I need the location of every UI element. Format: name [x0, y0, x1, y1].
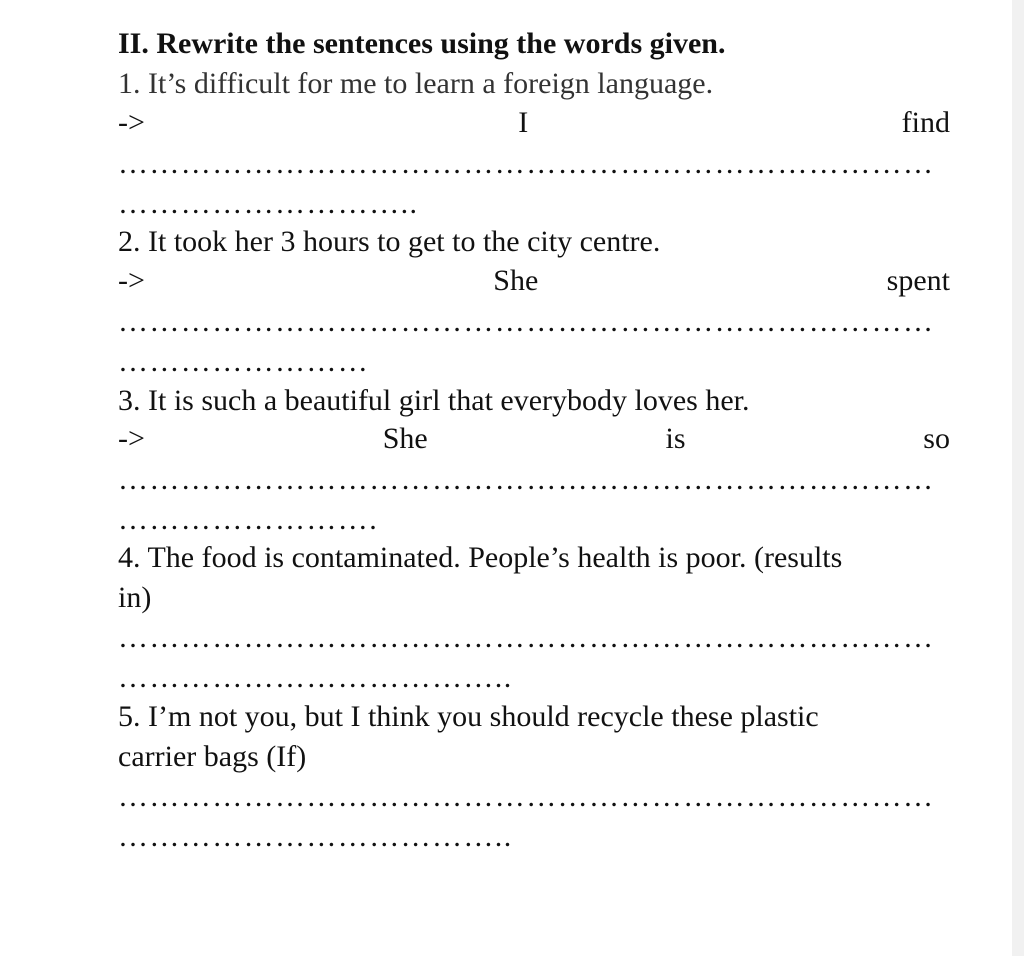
prompt-word: is	[665, 422, 686, 455]
prompt-word: so	[923, 422, 950, 455]
question-1-sentence: 1. It’s difficult for me to learn a foreign language.	[118, 67, 714, 100]
answer-line: ……………………………………………………………………	[118, 147, 935, 180]
prompt-word: She	[382, 422, 428, 455]
question-1-prompt	[118, 105, 950, 141]
prompt-word: find	[901, 106, 950, 139]
prompt-word: She	[493, 264, 539, 297]
answer-line: ……………………………………………………………………	[118, 780, 935, 813]
answer-line: ………………………………..	[118, 820, 513, 853]
question-2-sentence: 2. It took her 3 hours to get to the city centre.	[118, 225, 661, 258]
question-4-sentence-line-2: in)	[118, 581, 152, 614]
question-4-sentence-line-1: 4. The food is contaminated. People’s health is poor. (results	[118, 541, 843, 574]
page-edge	[1012, 0, 1024, 956]
answer-line: ………………………..	[118, 187, 419, 220]
answer-line: …………………….	[118, 503, 379, 536]
arrow: ->	[118, 422, 145, 455]
question-3-prompt	[118, 421, 950, 457]
answer-line: ……………………………………………………………………	[118, 305, 935, 338]
prompt-word: spent	[886, 264, 950, 297]
answer-line: ………………………………..	[118, 661, 513, 694]
answer-line: ……………………………………………………………………	[118, 463, 935, 496]
question-2-prompt	[118, 263, 950, 299]
answer-line: ……………………	[118, 345, 370, 378]
prompt-word: I	[518, 106, 529, 139]
question-5-sentence-line-1: 5. I’m not you, but I think you should recycle these plastic	[118, 700, 819, 733]
arrow: ->	[118, 264, 145, 297]
arrow: ->	[118, 106, 145, 139]
question-3-sentence: 3. It is such a beautiful girl that everybody loves her.	[118, 384, 750, 417]
question-5-sentence-line-2: carrier bags (If)	[118, 740, 307, 773]
answer-line: ……………………………………………………………………	[118, 621, 935, 654]
section-title: II. Rewrite the sentences using the words given.	[118, 27, 726, 60]
